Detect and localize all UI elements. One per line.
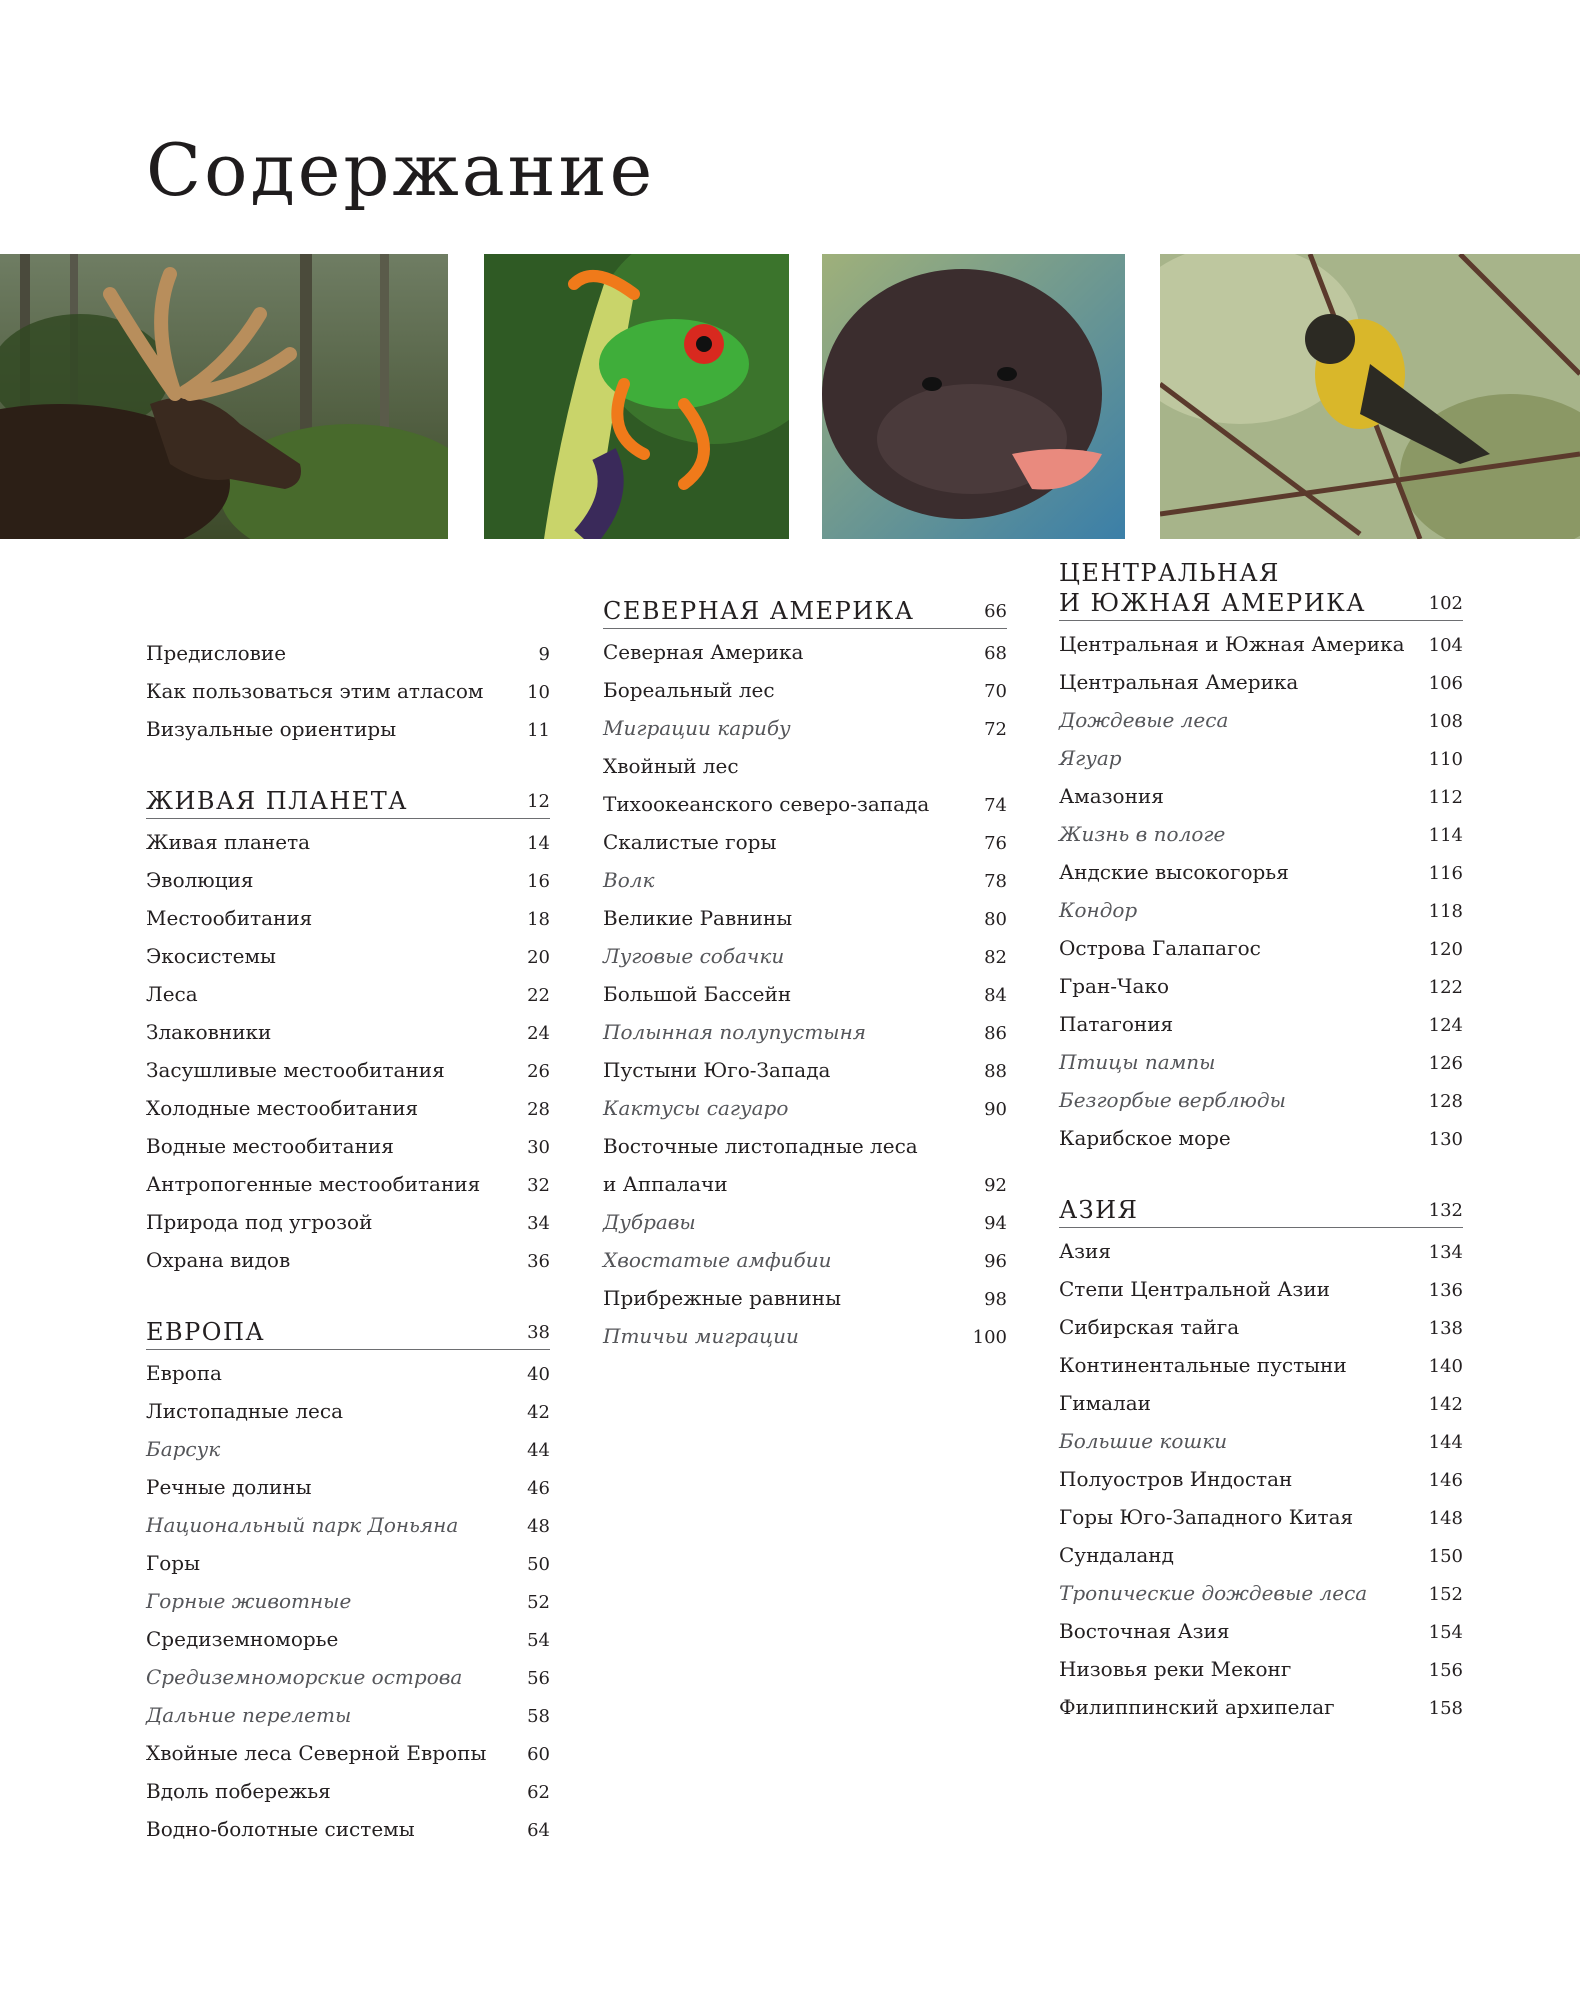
toc-entry[interactable]: Водные местообитания 30: [146, 1134, 550, 1158]
toc-entry[interactable]: Средиземноморье 54: [146, 1627, 550, 1651]
toc-entry[interactable]: Визуальные ориентиры 11: [146, 717, 550, 741]
toc-entry[interactable]: Тихоокеанского северо-запада 74: [603, 792, 1007, 816]
toc-subentry[interactable]: Большие кошки 144: [1059, 1429, 1463, 1453]
toc-entry[interactable]: Карибское море 130: [1059, 1126, 1463, 1150]
toc-entry[interactable]: Континентальные пустыни 140: [1059, 1353, 1463, 1377]
toc-subentry[interactable]: Луговые собачки 82: [603, 944, 1007, 968]
toc-entry[interactable]: Листопадные леса 42: [146, 1399, 550, 1423]
toc-entry[interactable]: Восточная Азия 154: [1059, 1619, 1463, 1643]
toc-entry[interactable]: Патагония 124: [1059, 1012, 1463, 1036]
section-north-america: [603, 596, 1007, 1355]
section-title-line2: И ЮЖНАЯ АМЕРИКА: [1059, 589, 1366, 617]
toc-entry[interactable]: Хвойные леса Северной Европы 60: [146, 1741, 550, 1765]
toc-entry[interactable]: Живая планета 14: [146, 830, 550, 854]
section-heading[interactable]: ЦЕНТРАЛЬНАЯ И ЮЖНАЯ АМЕРИКА 102: [1059, 558, 1463, 621]
toc-subentry[interactable]: Средиземноморские острова 56: [146, 1665, 550, 1689]
toc-entry[interactable]: Природа под угрозой 34: [146, 1210, 550, 1234]
toc-entry[interactable]: Холодные местообитания 28: [146, 1096, 550, 1120]
toc-entry[interactable]: Сибирская тайга 138: [1059, 1315, 1463, 1339]
toc-subentry[interactable]: Дубравы 94: [603, 1210, 1007, 1234]
section-asia: [1059, 1195, 1463, 1726]
toc-entry[interactable]: Гималаи 142: [1059, 1391, 1463, 1415]
section-heading[interactable]: СЕВЕРНАЯ АМЕРИКА 66: [603, 596, 1007, 629]
pygmy-hippo-photo: [822, 254, 1125, 539]
toc-entry[interactable]: Хвойный лес: [603, 754, 739, 778]
toc-entry[interactable]: Вдоль побережья 62: [146, 1779, 550, 1803]
section-central-south-america: [1059, 558, 1463, 1157]
toc-subentry[interactable]: Тропические дождевые леса 152: [1059, 1581, 1463, 1605]
toc-entry[interactable]: Охрана видов 36: [146, 1248, 550, 1272]
toc-entry[interactable]: Сундаланд 150: [1059, 1543, 1463, 1567]
moose-photo: [0, 254, 448, 539]
section-heading[interactable]: ЖИВАЯ ПЛАНЕТА 12: [146, 786, 550, 819]
spacer: [146, 596, 550, 634]
section-europe: [146, 1317, 550, 1848]
toc-entry[interactable]: Филиппинский архипелаг 158: [1059, 1695, 1463, 1719]
toc-subentry[interactable]: Барсук 44: [146, 1437, 550, 1461]
toc-entry[interactable]: Центральная Америка 106: [1059, 670, 1463, 694]
toc-entry[interactable]: Горы 50: [146, 1551, 550, 1575]
toc-entry[interactable]: Восточные листопадные леса: [603, 1134, 918, 1158]
toc-entry[interactable]: Гран-Чако 122: [1059, 974, 1463, 998]
toc-entry[interactable]: Злаковники 24: [146, 1020, 550, 1044]
toc-entry[interactable]: Экосистемы 20: [146, 944, 550, 968]
toc-entry[interactable]: Северная Америка 68: [603, 640, 1007, 664]
toc-entry[interactable]: Великие Равнины 80: [603, 906, 1007, 930]
page-title: Содержание: [146, 128, 656, 212]
toc-entry[interactable]: Водно-болотные системы 64: [146, 1817, 550, 1841]
toc-subentry[interactable]: Дождевые леса 108: [1059, 708, 1463, 732]
toc-entry[interactable]: Горы Юго-Западного Китая 148: [1059, 1505, 1463, 1529]
toc-entry[interactable]: Леса 22: [146, 982, 550, 1006]
toc-entry[interactable]: Эволюция 16: [146, 868, 550, 892]
toc-column-3: [1059, 558, 1463, 1764]
toc-subentry[interactable]: Птичьи миграции 100: [603, 1324, 1007, 1348]
toc-entry[interactable]: Азия 134: [1059, 1239, 1463, 1263]
toc-intro: [146, 596, 550, 748]
toc-entry[interactable]: Центральная и Южная Америка 104: [1059, 632, 1463, 656]
toc-entry[interactable]: Степи Центральной Азии 136: [1059, 1277, 1463, 1301]
section-heading[interactable]: ЕВРОПА 38: [146, 1317, 550, 1350]
warbler-bird-photo: [1160, 254, 1580, 539]
toc-subentry[interactable]: Жизнь в пологе 114: [1059, 822, 1463, 846]
toc-column-1: [146, 596, 550, 1886]
toc-subentry[interactable]: Птицы пампы 126: [1059, 1050, 1463, 1074]
toc-entry[interactable]: Речные долины 46: [146, 1475, 550, 1499]
toc-entry[interactable]: Местообитания 18: [146, 906, 550, 930]
toc-subentry[interactable]: Национальный парк Доньяна 48: [146, 1513, 550, 1537]
toc-entry[interactable]: и Аппалачи 92: [603, 1172, 1007, 1196]
toc-entry[interactable]: Антропогенные местообитания 32: [146, 1172, 550, 1196]
toc-entry[interactable]: Европа 40: [146, 1361, 550, 1385]
toc-entry[interactable]: Большой Бассейн 84: [603, 982, 1007, 1006]
toc-subentry[interactable]: Миграции карибу 72: [603, 716, 1007, 740]
toc-entry[interactable]: Засушливые местообитания 26: [146, 1058, 550, 1082]
toc-entry[interactable]: Предисловие 9: [146, 641, 550, 665]
section-heading[interactable]: АЗИЯ 132: [1059, 1195, 1463, 1228]
toc-entry[interactable]: Скалистые горы 76: [603, 830, 1007, 854]
toc-subentry[interactable]: Горные животные 52: [146, 1589, 550, 1613]
toc-subentry[interactable]: Волк 78: [603, 868, 1007, 892]
toc-subentry[interactable]: Полынная полупустыня 86: [603, 1020, 1007, 1044]
toc-entry[interactable]: Прибрежные равнины 98: [603, 1286, 1007, 1310]
toc-entry[interactable]: Бореальный лес 70: [603, 678, 1007, 702]
section-title-line1: ЦЕНТРАЛЬНАЯ: [1059, 559, 1280, 587]
toc-entry[interactable]: Острова Галапагос 120: [1059, 936, 1463, 960]
toc-column-2: [603, 596, 1007, 1393]
toc-subentry[interactable]: Дальние перелеты 58: [146, 1703, 550, 1727]
toc-subentry[interactable]: Хвостатые амфибии 96: [603, 1248, 1007, 1272]
toc-subentry[interactable]: Кактусы сагуаро 90: [603, 1096, 1007, 1120]
toc-entry[interactable]: Полуостров Индостан 146: [1059, 1467, 1463, 1491]
toc-entry[interactable]: Амазония 112: [1059, 784, 1463, 808]
toc-subentry[interactable]: Ягуар 110: [1059, 746, 1463, 770]
toc-entry[interactable]: Пустыни Юго-Запада 88: [603, 1058, 1007, 1082]
toc-entry[interactable]: Низовья реки Меконг 156: [1059, 1657, 1463, 1681]
red-eyed-tree-frog-photo: [484, 254, 789, 539]
toc-subentry[interactable]: Кондор 118: [1059, 898, 1463, 922]
toc-subentry[interactable]: Безгорбые верблюды 128: [1059, 1088, 1463, 1112]
toc-entry[interactable]: Как пользоваться этим атласом 10: [146, 679, 550, 703]
toc-entry[interactable]: Андские высокогорья 116: [1059, 860, 1463, 884]
section-living-planet: [146, 786, 550, 1279]
